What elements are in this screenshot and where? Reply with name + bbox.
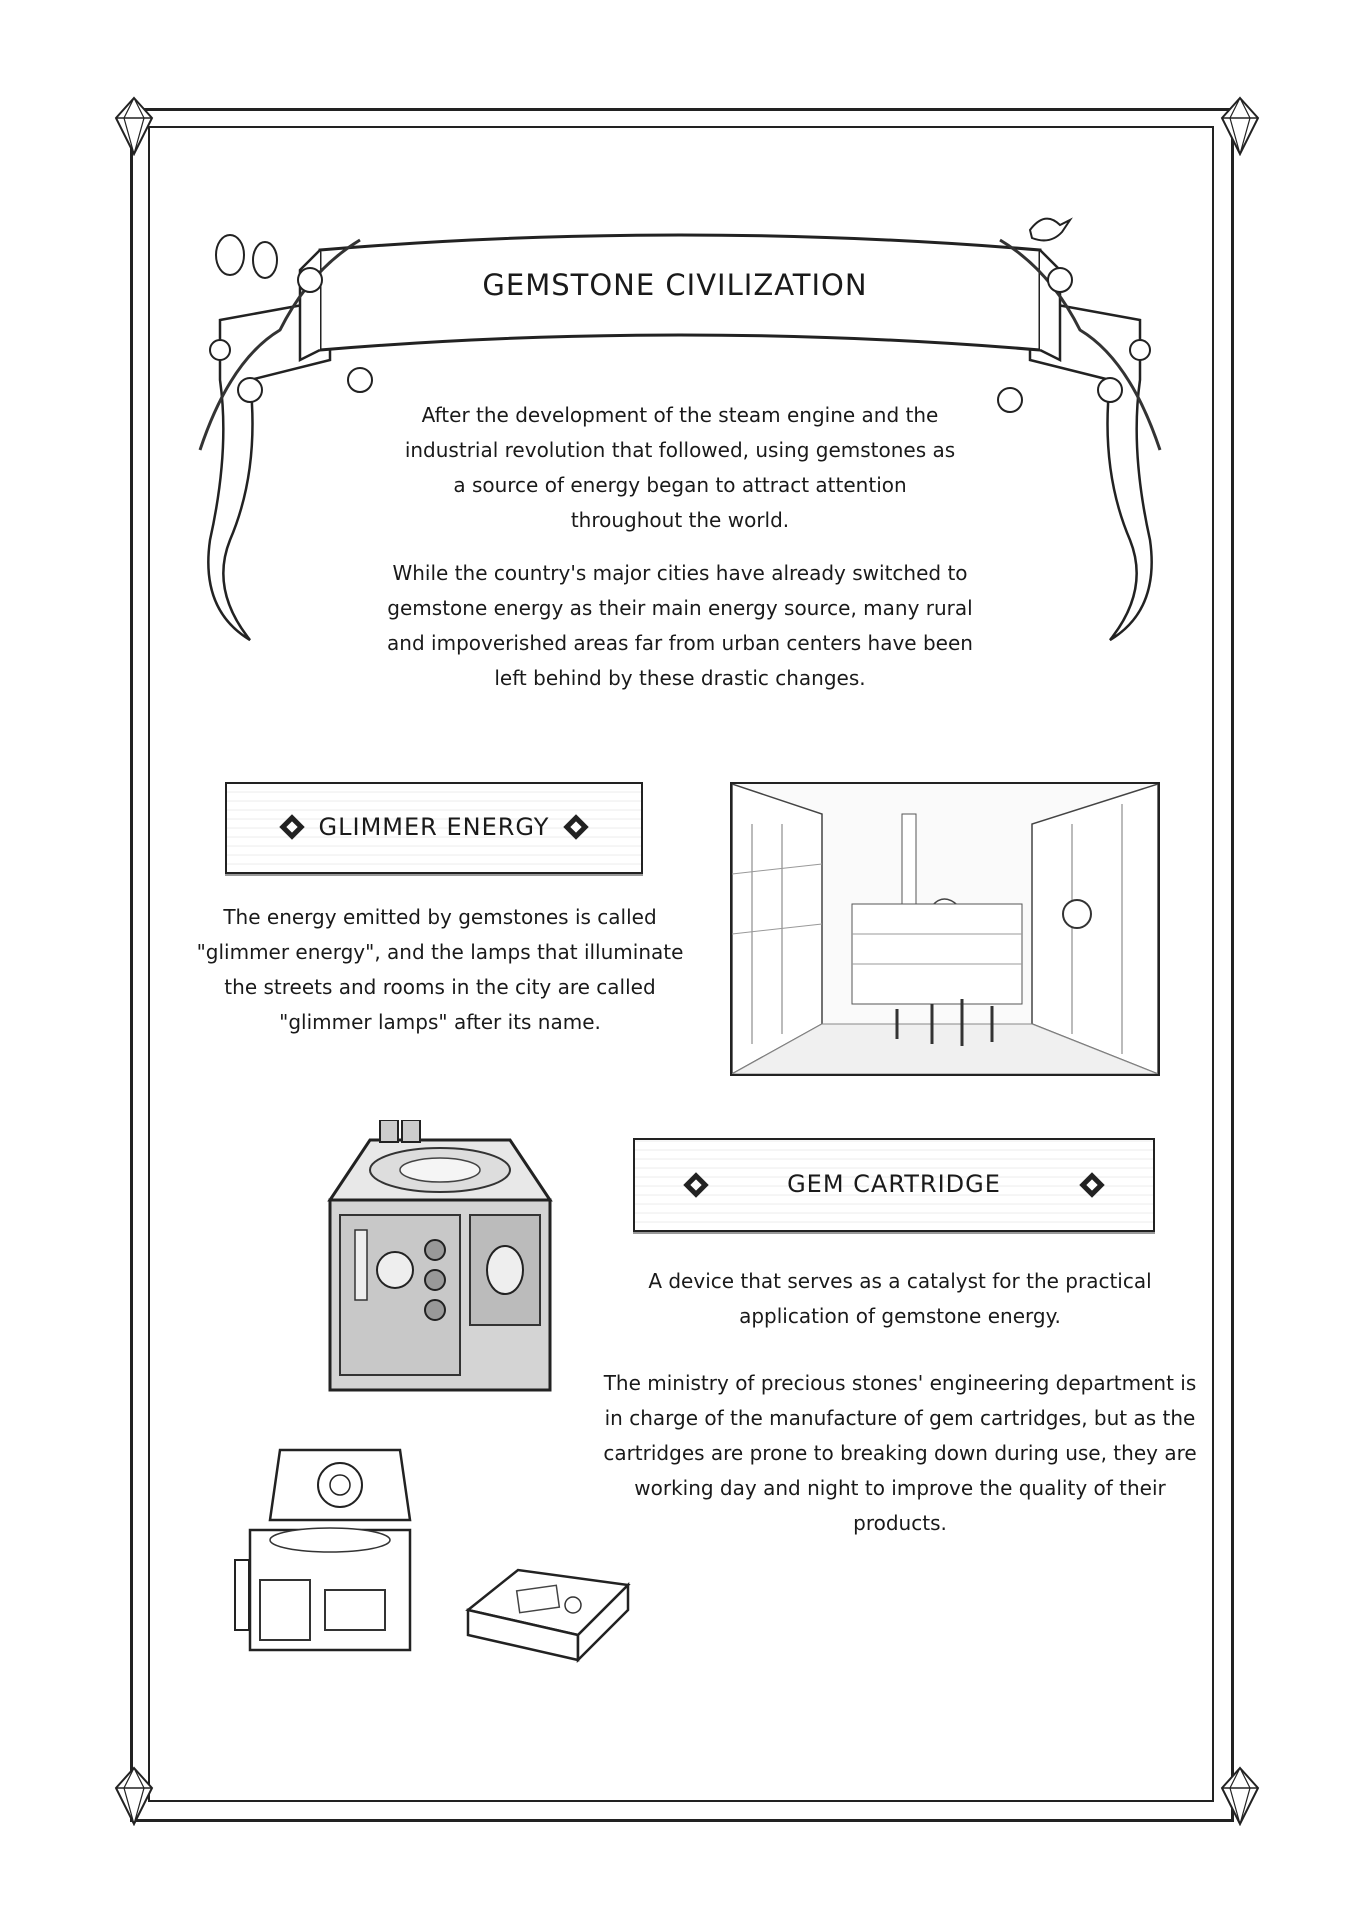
open-cartridge-sketch-illustration (230, 1440, 430, 1660)
city-street-illustration (730, 782, 1160, 1076)
gem-cartridge-heading-plank (633, 1138, 1155, 1232)
corner-gem-icon-top-right (1218, 96, 1262, 156)
intro-paragraph-1: After the development of the steam engine and the industrial revolution that followed, using gemstones as a source of energy began to attract attention throughout the world. (404, 403, 956, 532)
gem-cartridge-description-1: A device that serves as a catalyst for the practical application of gemstone energy. (648, 1269, 1152, 1328)
glimmer-energy-heading-plank (225, 782, 643, 874)
page-title: GEMSTONE CIVILIZATION (482, 268, 868, 302)
corner-gem-icon-bottom-right (1218, 1766, 1262, 1826)
glimmer-energy-heading: GLIMMER ENERGY (318, 813, 550, 841)
gem-cartridge-description-2: The ministry of precious stones' engineering department is in charge of the manufacture of gem cartridges, but as the cartridges are prone to breaking down during use, they are working day and night to improve the quality of their products. (603, 1371, 1197, 1535)
glimmer-energy-description: The energy emitted by gemstones is called "glimmer energy", and the lamps that illuminate the streets and rooms in the city are called "glimmer lamps" after its name. (196, 905, 684, 1034)
corner-gem-icon-bottom-left (112, 1766, 156, 1826)
gem-cartridge-device-illustration (310, 1120, 560, 1400)
corner-gem-icon-top-left (112, 96, 156, 156)
gem-cartridge-heading: GEM CARTRIDGE (787, 1170, 1001, 1198)
intro-paragraph-2: While the country's major cities have already switched to gemstone energy as their main energy source, many rural and impoverished areas far from urban centers have been left behind by these drastic changes. (387, 561, 973, 690)
closed-cartridge-sketch-illustration (458, 1560, 638, 1670)
